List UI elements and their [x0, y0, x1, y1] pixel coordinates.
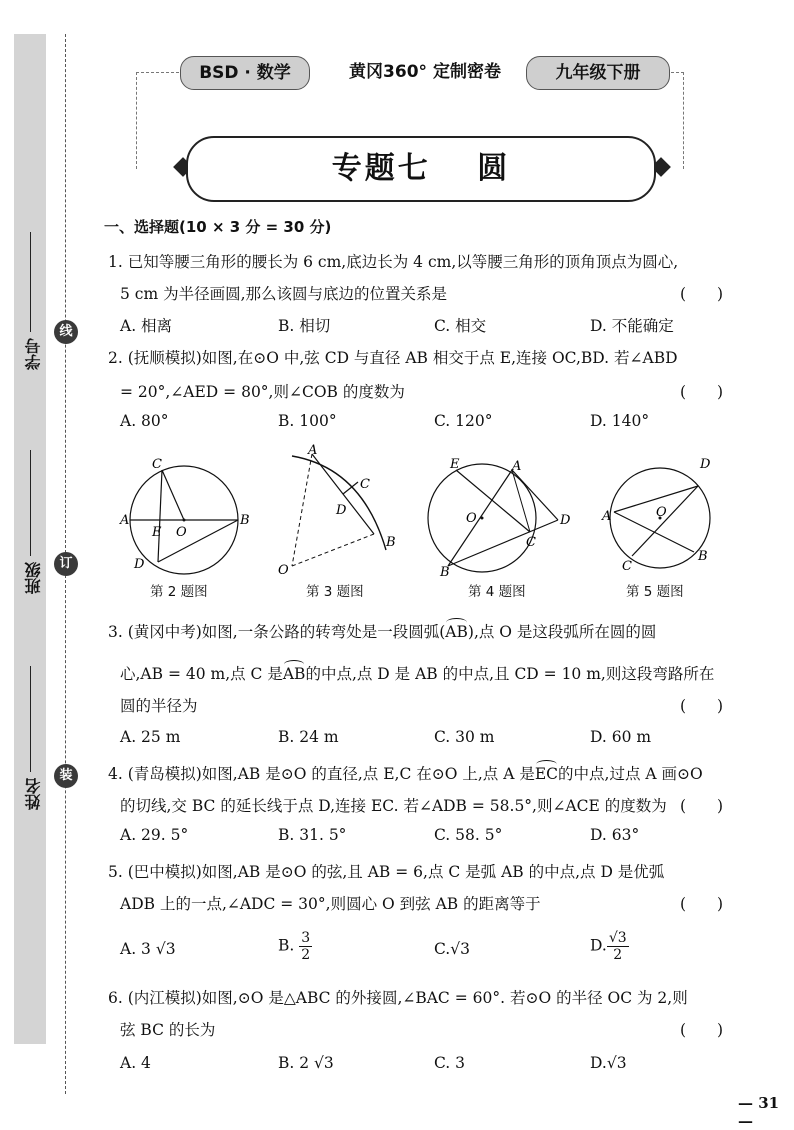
q6-option-a: A. 4 — [120, 1054, 151, 1072]
fig3-label-d: D — [336, 503, 347, 518]
seal-ding: 订 — [54, 552, 78, 576]
figure-q2 — [118, 448, 258, 578]
q2-answer-paren: ( ) — [680, 383, 724, 401]
fig5-label-d: D — [700, 457, 711, 472]
q3-line-1: 3. (黄冈中考)如图,一条公路的转弯处是一段圆弧(AB),点 O 是这段弧所在圆的圆 — [108, 623, 657, 641]
figure-q4 — [426, 448, 576, 578]
q4-option-d: D. 63° — [590, 826, 640, 844]
q3-option-d: D. 60 m — [590, 728, 652, 746]
subject-pill: BSD · 数学 — [180, 56, 310, 90]
q5-option-c: C.√3 — [434, 940, 470, 958]
q6-option-d: D.√3 — [590, 1054, 627, 1072]
label-name: 姓名 — [24, 778, 43, 810]
q5-answer-paren: ( ) — [680, 895, 724, 913]
page-title: 专题七 圆 — [186, 136, 656, 202]
q1-answer-paren: ( ) — [680, 285, 724, 303]
q3-line-3: 圆的半径为 — [120, 697, 198, 715]
fig4-label-a: A — [512, 459, 522, 474]
q5-line-2: ADB 上的一点,∠ADC = 30°,则圆心 O 到弦 AB 的距离等于 — [120, 895, 541, 913]
q4-option-c: C. 58. 5° — [434, 826, 503, 844]
q3-answer-paren: ( ) — [680, 697, 724, 715]
fig3-label-c: C — [360, 477, 370, 492]
label-class: 班级 — [24, 562, 43, 594]
q4-line-2: 的切线,交 BC 的延长线于点 D,连接 EC. 若∠ADB = 58.5°,则∠ACE 的度数为 — [120, 797, 667, 815]
q2-line-2: = 20°,∠AED = 80°,则∠COB 的度数为 — [120, 383, 405, 401]
caption-fig2: 第 2 题图 — [150, 584, 208, 600]
fig4-label-o: O — [466, 511, 477, 526]
fig5-label-c: C — [622, 559, 632, 574]
q6-option-c: C. 3 — [434, 1054, 466, 1072]
blank-name — [30, 666, 31, 772]
q3-option-a: A. 25 m — [120, 728, 181, 746]
page-number: — 31 — — [738, 1094, 780, 1130]
q5-option-d: D. $\frac{√3}{2}$ — [590, 930, 627, 963]
q4-line-1: 4. (青岛模拟)如图,AB 是⊙O 的直径,点 E,C 在⊙O 上,点 A 是EC的中点,过点 A 画⊙O — [108, 765, 703, 783]
caption-fig5: 第 5 题图 — [626, 584, 684, 600]
q3-arc-ab-2: AB — [282, 665, 306, 683]
q4-arc-ec: EC — [534, 765, 559, 783]
q6-line-1: 6. (内江模拟)如图,⊙O 是△ABC 的外接圆,∠BAC = 60°. 若⊙O 的半径 OC 为 2,则 — [108, 989, 688, 1007]
q2-option-b: B. 100° — [278, 412, 337, 430]
fig3-label-a: A — [308, 443, 318, 458]
fig3-label-b: B — [386, 535, 396, 550]
q1-option-c: C. 相交 — [434, 317, 487, 335]
q4-option-a: A. 29. 5° — [120, 826, 189, 844]
fig4-label-d: D — [560, 513, 571, 528]
q4-option-b: B. 31. 5° — [278, 826, 347, 844]
q1-option-b: B. 相切 — [278, 317, 331, 335]
q1-option-d: D. 不能确定 — [590, 317, 674, 335]
seal-zhuang: 装 — [54, 764, 78, 788]
blank-student-id — [30, 232, 31, 332]
q5-option-a: A. 3 √3 — [120, 940, 176, 958]
seal-xian-top: 线 — [54, 320, 78, 344]
q2-line-1: 2. (抚顺模拟)如图,在⊙O 中,弦 CD 与直径 AB 相交于点 E,连接 OC,BD. 若∠ABD — [108, 349, 678, 367]
fig5-label-b: B — [698, 549, 708, 564]
fig2-label-o: O — [176, 525, 187, 540]
header-bar — [160, 56, 686, 90]
grade-pill: 九年级下册 — [526, 56, 670, 90]
fig2-label-a: A — [120, 513, 130, 528]
fig4-label-b: B — [440, 565, 450, 578]
q2-option-a: A. 80° — [120, 412, 169, 430]
q3-arc-ab: AB — [445, 623, 468, 641]
fig5-label-o: O — [656, 505, 667, 520]
q6-answer-paren: ( ) — [680, 1021, 724, 1039]
section-heading: 一、选择题(10 × 3 分 = 30 分) — [104, 218, 332, 236]
figure-q3 — [274, 442, 414, 578]
figure-q5 — [600, 448, 720, 578]
q5-line-1: 5. (巴中模拟)如图,AB 是⊙O 的弦,且 AB = 6,点 C 是弧 AB 的中点,点 D 是优弧 — [108, 863, 665, 881]
series-name: 黄冈360° 定制密卷 — [349, 62, 501, 82]
q6-line-2: 弦 BC 的长为 — [120, 1021, 216, 1039]
q3-option-c: C. 30 m — [434, 728, 495, 746]
q2-option-d: D. 140° — [590, 412, 650, 430]
q3-option-b: B. 24 m — [278, 728, 339, 746]
q1-line-2: 5 cm 为半径画圆,那么该圆与底边的位置关系是 — [120, 285, 448, 303]
fig3-label-o: O — [278, 563, 289, 578]
fig2-label-b: B — [240, 513, 250, 528]
q1-line-1: 1. 已知等腰三角形的腰长为 6 cm,底边长为 4 cm,以等腰三角形的顶角顶点为圆心, — [108, 253, 679, 271]
fig2-label-c: C — [152, 457, 162, 472]
fig4-label-e: E — [450, 457, 460, 472]
label-student-id: 学号 — [24, 338, 43, 370]
q6-option-b: B. 2 √3 — [278, 1054, 334, 1072]
q3-line-2: 心,AB = 40 m,点 C 是AB的中点,点 D 是 AB 的中点,且 CD = 10 m,则这段弯路所在 — [120, 665, 715, 683]
caption-fig4: 第 4 题图 — [468, 584, 526, 600]
q2-option-c: C. 120° — [434, 412, 493, 430]
q4-answer-paren: ( ) — [680, 797, 724, 815]
caption-fig3: 第 3 题图 — [306, 584, 364, 600]
fig4-label-c: C — [526, 535, 536, 550]
blank-class — [30, 450, 31, 556]
q1-option-a: A. 相离 — [120, 317, 173, 335]
q5-option-b: B. $\frac{3}{2}$ — [278, 930, 311, 963]
fig2-label-d: D — [134, 557, 145, 572]
fig5-label-a: A — [602, 509, 612, 524]
fig2-label-e: E — [152, 525, 162, 540]
